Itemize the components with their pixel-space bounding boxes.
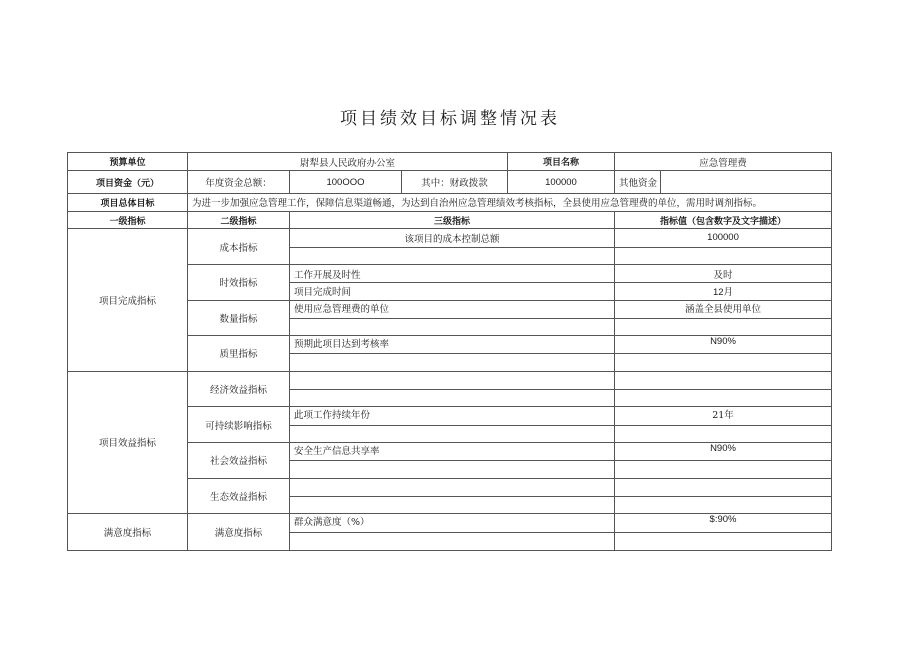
level3-cell — [290, 425, 615, 442]
column-level3: 三级指标 — [290, 212, 615, 229]
budget-unit-value: 尉犁县人民政府办公室 — [188, 153, 508, 171]
page-title: 项目绩效目标调整情况表 — [340, 109, 560, 129]
column-level2: 二级指标 — [188, 212, 290, 229]
level2-satisfaction: 满意度指标 — [188, 514, 290, 551]
group-benefit: 项目效益指标 — [68, 371, 188, 513]
level3-cell: 项目完成时间 — [290, 283, 615, 300]
value-cell — [615, 390, 832, 407]
value-cell — [615, 496, 832, 513]
table-row — [68, 514, 832, 532]
level3-cell — [290, 478, 615, 496]
level3-cell — [290, 496, 615, 513]
level3-cell: 安全生产信息共享率 — [290, 442, 615, 460]
level3-cell — [290, 371, 615, 389]
level2-quality: 质里指标 — [188, 336, 290, 372]
column-header-row — [68, 212, 832, 229]
level2-social: 社会效益指标 — [188, 442, 290, 478]
level3-cell — [290, 318, 615, 335]
level3-cell: 群众满意度（%） — [290, 514, 615, 532]
goal-value: 为进一步加强应急管理工作，保障信息渠道畅通，为达到自治州应急管理绩效考核指标，全县使用应急管理费的单位，需用时调剂指标。 — [188, 193, 832, 211]
value-cell: $:90% — [615, 514, 832, 532]
level2-quantity: 数量指标 — [188, 300, 290, 336]
other-funds-label: 其他资金 — [615, 171, 661, 193]
value-cell — [615, 371, 832, 389]
value-cell — [615, 425, 832, 442]
fiscal-label: 其中：财政拨款 — [402, 171, 508, 193]
value-cell — [615, 461, 832, 478]
level2-cost: 成本指标 — [188, 229, 290, 265]
level2-ecological: 生态效益指标 — [188, 478, 290, 514]
value-cell: 涵盖全县使用单位 — [615, 300, 832, 318]
goal-label: 项目总体目标 — [68, 193, 188, 211]
annual-total-value: 100OOO — [290, 171, 402, 193]
funds-row — [68, 171, 832, 193]
level3-cell: 使用应急管理费的单位 — [290, 300, 615, 318]
budget-unit-label: 预算单位 — [68, 153, 188, 171]
column-level1: 一级指标 — [68, 212, 188, 229]
level3-cell: 此项工作持续年份 — [290, 407, 615, 425]
project-name-value: 应急管理费 — [615, 153, 832, 171]
level3-cell — [290, 390, 615, 407]
group-completion: 项目完成指标 — [68, 229, 188, 371]
level2-timeliness: 时效指标 — [188, 264, 290, 300]
value-cell: N90% — [615, 442, 832, 460]
value-cell: 21年 — [615, 407, 832, 425]
project-name-label: 项目名称 — [508, 153, 615, 171]
column-value: 指标值（包含数字及文字描述） — [615, 212, 832, 229]
performance-table — [67, 152, 832, 551]
value-cell — [615, 532, 832, 551]
fiscal-value: 100000 — [508, 171, 615, 193]
level3-cell — [290, 354, 615, 371]
value-cell — [615, 478, 832, 496]
table-row — [68, 371, 832, 389]
value-cell — [615, 318, 832, 335]
level3-cell: 该项目的成本控制总额 — [290, 229, 615, 247]
value-cell: N90% — [615, 336, 832, 354]
table-row — [68, 229, 832, 247]
budget-unit-row — [68, 153, 832, 171]
annual-total-label: 年度资金总额： — [188, 171, 290, 193]
other-funds-value — [661, 171, 832, 193]
value-cell — [615, 247, 832, 264]
funds-label: 项目资金（元） — [68, 171, 188, 193]
group-satisfaction: 满意度指标 — [68, 514, 188, 551]
level3-cell: 工作开展及时性 — [290, 264, 615, 282]
level3-cell — [290, 461, 615, 478]
level2-economic: 经济效益指标 — [188, 371, 290, 407]
value-cell — [615, 354, 832, 371]
goal-row — [68, 193, 832, 211]
level3-cell: 预期此项目达到考核率 — [290, 336, 615, 354]
value-cell: 12月 — [615, 283, 832, 300]
level3-cell — [290, 532, 615, 551]
value-cell: 100000 — [615, 229, 832, 247]
level3-cell — [290, 247, 615, 264]
level2-sustainable: 可持续影响指标 — [188, 407, 290, 443]
value-cell: 及时 — [615, 264, 832, 282]
